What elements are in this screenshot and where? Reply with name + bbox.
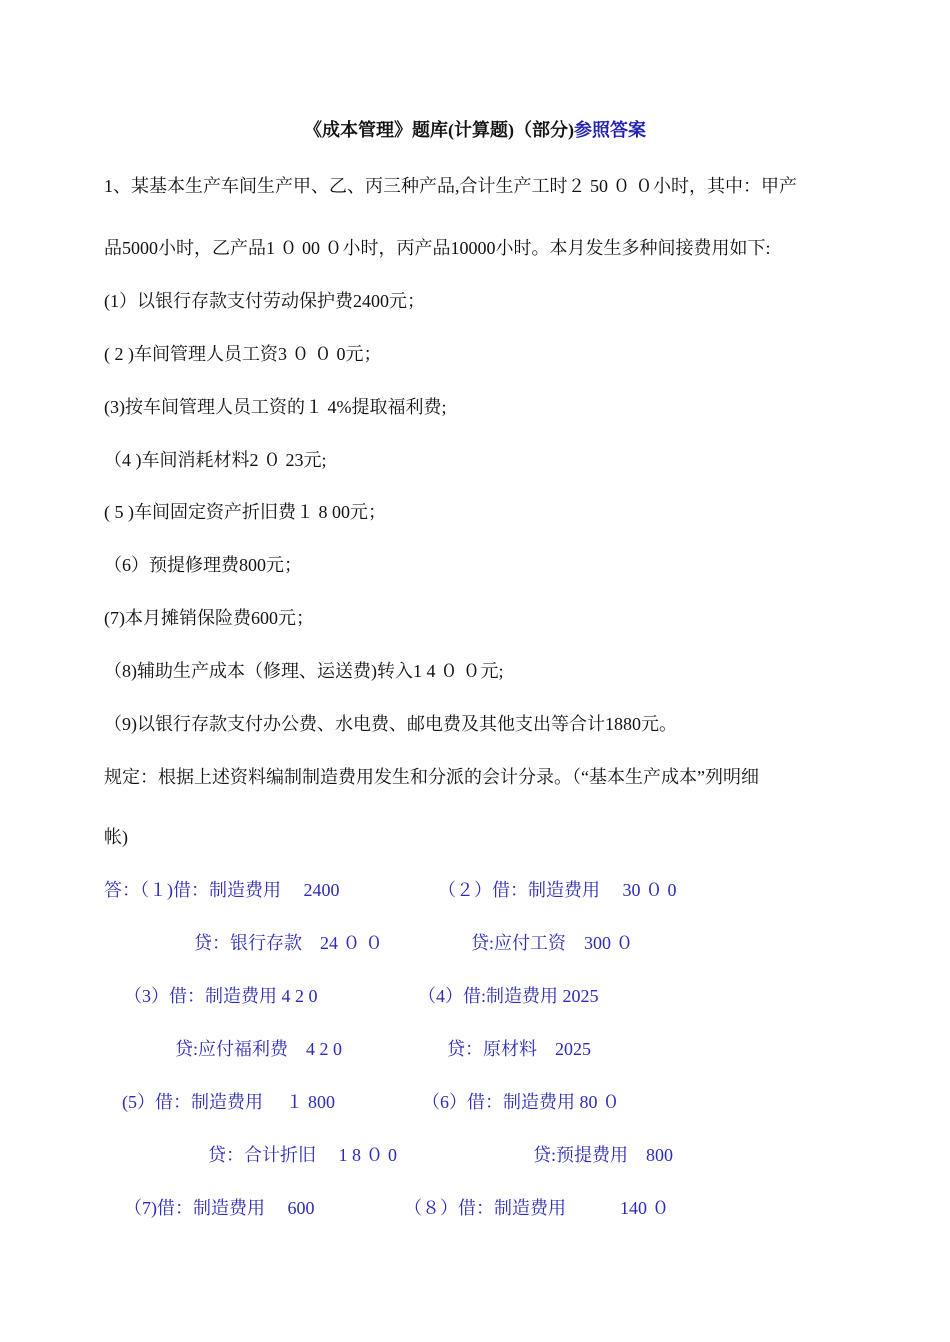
answer-entry-1-credit: 贷：银行存款 24 ０ ０ [194, 933, 383, 953]
question-item-3: (3)按车间管理人员工资的１ 4%提取福利费; [104, 397, 447, 417]
title-main: 《成本管理》题库(计算题)（部分) [304, 120, 574, 140]
answer-entry-2-credit: 贷:应付工资 300 ０ [471, 933, 634, 953]
question-item-5: ( 5 )车间固定资产折旧费１ 8 00元； [104, 502, 386, 522]
question-item-1: (1）以银行存款支付劳动保护费2400元； [104, 291, 425, 311]
answer-entry-2-debit: （２）借：制造费用 30 ０ 0 [438, 880, 677, 900]
requirement-line-2: 帐) [104, 827, 128, 847]
question-item-7: (7)本月摊销保险费600元； [104, 608, 314, 628]
answer-entry-5-debit: (5）借：制造费用 １ 800 [122, 1092, 335, 1112]
question-intro-line-1: 1、某基本生产车间生产甲、乙、丙三种产品,合计生产工时２ 50 ０ ０小时，其中：甲产 [104, 176, 797, 196]
title-accent: 参照答案 [573, 120, 646, 140]
answer-entry-8-debit: （８）借：制造费用 140 ０ [404, 1198, 670, 1218]
answer-entry-6-debit: （6）借：制造费用 80 ０ [422, 1092, 620, 1112]
answer-entry-6-credit: 贷:预提费用 800 [533, 1145, 674, 1165]
answer-entry-5-credit: 贷：合计折旧 1 8 ０ 0 [208, 1145, 397, 1165]
question-item-4: （4 )车间消耗材料2 ０ 23元; [104, 450, 327, 470]
question-item-9: （9)以银行存款支付办公费、水电费、邮电费及其他支出等合计1880元。 [104, 714, 677, 734]
answer-entry-3-debit: （3）借：制造费用 4 2 0 [124, 986, 318, 1006]
document-title [0, 118, 950, 142]
answer-entry-7-debit: （7)借：制造费用 600 [124, 1198, 315, 1218]
answer-entry-1-debit: 答：（１)借：制造费用 2400 [104, 880, 340, 900]
question-item-6: （6）预提修理费800元； [104, 555, 302, 575]
requirement-line-1: 规定：根据上述资料编制制造费用发生和分派的会计分录。（“基本生产成本”列明细 [104, 767, 759, 787]
answer-entry-3-credit: 贷:应付福利费 4 2 0 [175, 1039, 343, 1059]
answer-entry-4-credit: 贷：原材料 2025 [447, 1039, 591, 1059]
answer-entry-4-debit: （4）借:制造费用 2025 [418, 986, 599, 1006]
question-intro-line-2: 品5000小时，乙产品1 ０ 00 ０小时，丙产品10000小时。本月发生多种间接费用如下: [104, 238, 771, 258]
question-item-8: （8)辅助生产成本（修理、运送费)转入1 4 ０ ０元; [104, 661, 504, 681]
question-item-2: ( 2 )车间管理人员工资3 ０ ０ 0元； [104, 344, 382, 364]
